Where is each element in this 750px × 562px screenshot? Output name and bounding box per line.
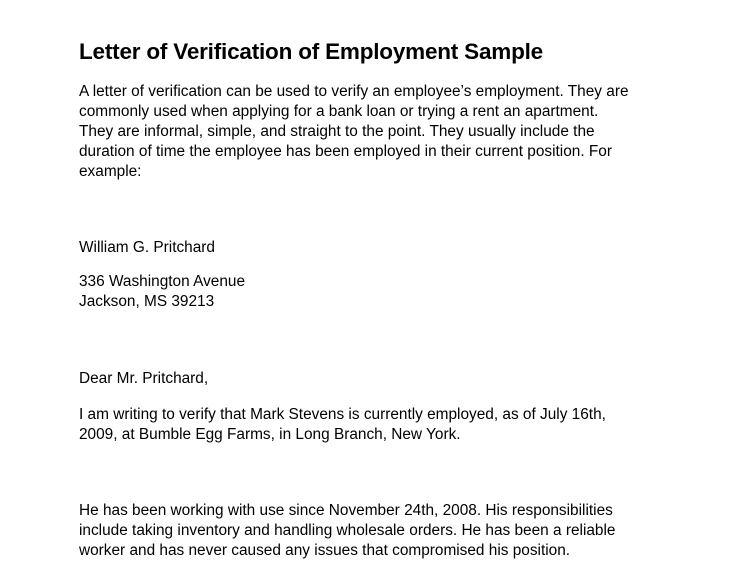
body-paragraph-2: He has been working with use since November 24th, 2008. His responsibilities include taking inventory and handling wholesale orders. He has been a reliable worker and has never caused any issues that compromised his position. bbox=[79, 502, 616, 559]
page-title: Letter of Verification of Employment Sample bbox=[79, 39, 543, 64]
body-paragraph-1: I am writing to verify that Mark Stevens is currently employed, as of July 16th, 2009, at Bumble Egg Farms, in Long Branch, New York. bbox=[79, 406, 606, 443]
document-page bbox=[79, 38, 719, 561]
recipient-name: William G. Pritchard bbox=[79, 239, 215, 256]
intro-paragraph: A letter of verification can be used to verify an employee’s employment. They are commonly used when applying for a bank loan or trying a rent an apartment. They are informal, simple, and straight to the point. They usually include the duration of time the employee has been employed in their current position. For example: bbox=[79, 83, 629, 180]
salutation: Dear Mr. Pritchard, bbox=[79, 370, 209, 387]
recipient-address: 336 Washington Avenue Jackson, MS 39213 bbox=[79, 273, 246, 310]
